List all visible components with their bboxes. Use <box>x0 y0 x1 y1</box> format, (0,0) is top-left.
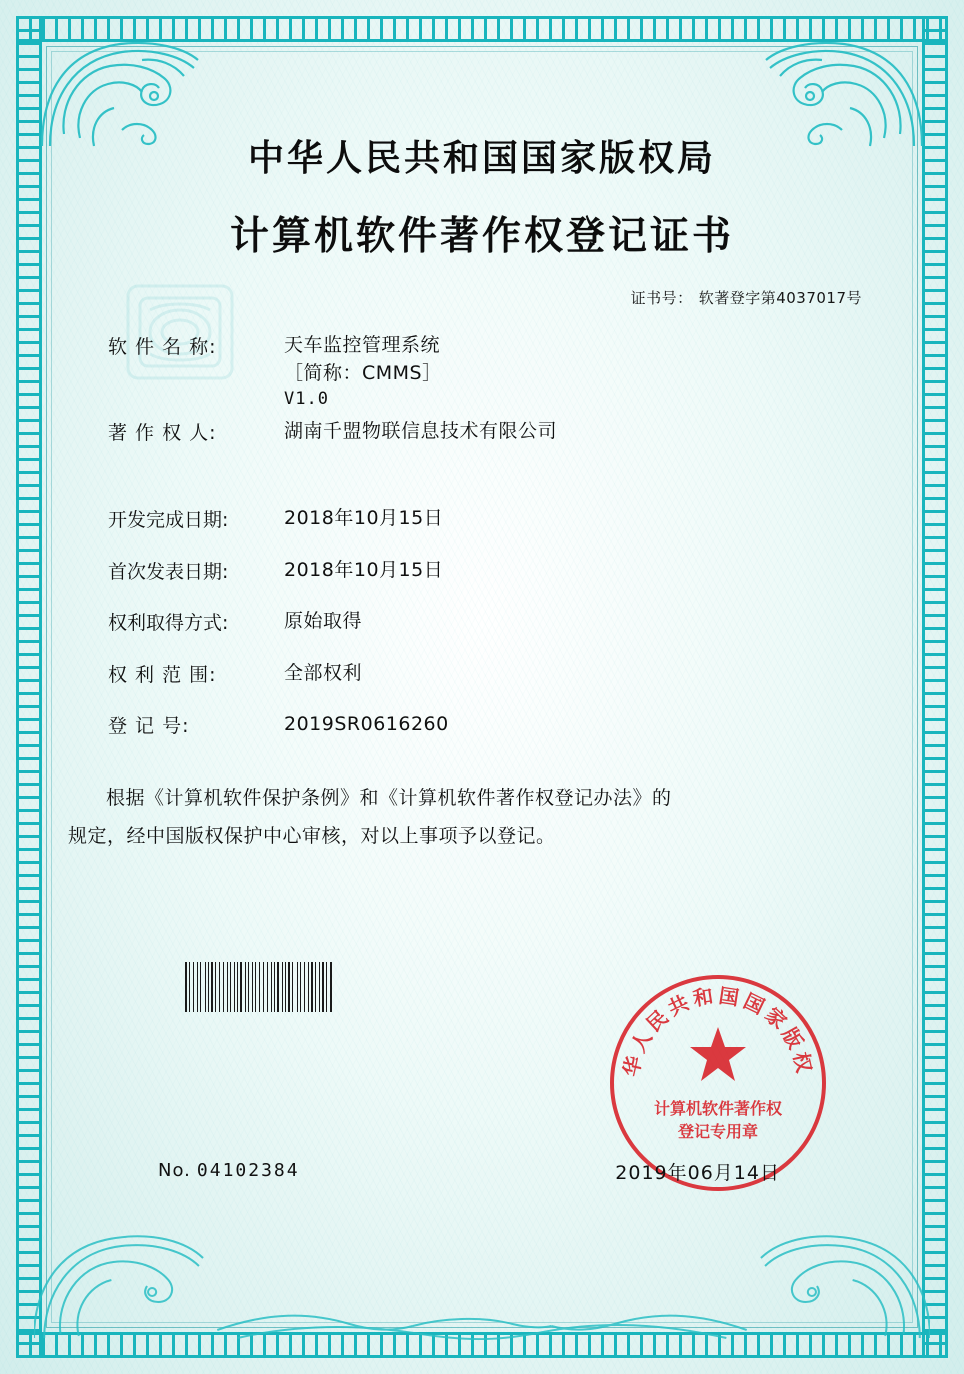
barcode-bar <box>239 962 240 1012</box>
seal-inner-text <box>614 1097 822 1143</box>
barcode-bar <box>250 962 251 1012</box>
barcode-bar <box>265 962 266 1012</box>
issue-date: 2019年06月14日 <box>615 1162 780 1184</box>
barcode-bar <box>305 962 306 1012</box>
barcode-bar <box>185 962 187 1012</box>
field-development-completion-date <box>108 505 904 533</box>
field-label-software-name: 软 件 名 称: <box>108 336 217 358</box>
barcode-bar <box>191 962 192 1012</box>
certificate-number <box>60 287 904 308</box>
serial-number-value: 04102384 <box>196 1160 300 1181</box>
bottom-ornament-band <box>34 1220 930 1340</box>
barcode-bar <box>300 962 301 1012</box>
barcode-bar <box>240 962 242 1012</box>
barcode-bar <box>302 962 303 1012</box>
barcode-bar <box>297 962 298 1012</box>
software-name-line-3: V1.0 <box>284 389 329 410</box>
software-name-line-2: ［简称：CMMS］ <box>284 361 442 384</box>
software-name-line-1: 天车监控管理系统 <box>284 334 441 356</box>
barcode-bar <box>311 962 313 1012</box>
certificate-content <box>60 130 904 855</box>
field-value-rights-acquisition-method: 原始取得 <box>284 610 363 633</box>
barcode-bar <box>267 962 268 1012</box>
barcode-bar <box>322 962 323 1012</box>
barcode-bar <box>211 962 212 1012</box>
barcode-bar <box>315 962 316 1012</box>
barcode-bar <box>257 962 258 1012</box>
field-software-name <box>108 332 904 412</box>
barcode-bar <box>248 962 249 1012</box>
barcode-bar <box>208 962 209 1012</box>
field-rights-acquisition-method <box>108 608 904 636</box>
barcode-bar <box>294 962 296 1012</box>
legal-statement <box>60 779 904 855</box>
seal-inner-line-2: 登记专用章 <box>677 1122 758 1142</box>
field-value-registration-number: 2019SR0616260 <box>284 713 449 736</box>
seal-inner-line-1: 计算机软件著作权 <box>653 1099 782 1118</box>
barcode-bar <box>283 962 284 1012</box>
field-rights-scope <box>108 660 904 688</box>
legal-statement-line-1: 根据《计算机软件保护条例》和《计算机软件著作权登记办法》的 <box>106 787 672 810</box>
barcode <box>185 962 333 1012</box>
barcode-bar <box>245 962 246 1012</box>
barcode-bar <box>230 962 231 1012</box>
barcode-bar <box>268 962 269 1012</box>
border-left <box>16 16 42 1358</box>
barcode-bar <box>206 962 207 1012</box>
barcode-bar <box>205 962 206 1012</box>
star-icon <box>688 1025 748 1083</box>
certificate-number-label: 证书号： <box>630 289 693 307</box>
barcode-bar <box>215 962 216 1012</box>
barcode-bar <box>282 962 283 1012</box>
field-value-rights-scope: 全部权利 <box>284 661 363 684</box>
barcode-bar <box>214 962 215 1012</box>
barcode-bar <box>227 962 228 1012</box>
barcode-bar <box>202 962 204 1012</box>
barcode-bar <box>232 962 233 1012</box>
field-registration-number <box>108 711 904 739</box>
page-title-document: 计算机软件著作权登记证书 <box>229 213 734 259</box>
border-right <box>922 16 948 1358</box>
barcode-bar <box>277 962 279 1012</box>
page-title-issuer: 中华人民共和国国家版权局 <box>247 137 716 179</box>
barcode-bar <box>193 962 194 1012</box>
barcode-bar <box>223 962 224 1012</box>
field-value-software-name <box>284 332 442 412</box>
barcode-bar <box>320 962 321 1012</box>
serial-number <box>158 1160 300 1181</box>
barcode-bar <box>194 962 195 1012</box>
barcode-bar <box>255 962 256 1012</box>
barcode-bar <box>328 962 329 1012</box>
barcode-bar <box>285 962 286 1012</box>
barcode-bar <box>299 962 300 1012</box>
certificate-number-value: 软著登字第4037017号 <box>698 289 862 307</box>
barcode-bar <box>274 962 275 1012</box>
field-label-copyright-owner: 著 作 权 人: <box>108 421 217 444</box>
barcode-bar <box>254 962 255 1012</box>
barcode-bar <box>276 962 277 1012</box>
field-spacer <box>108 469 904 505</box>
legal-statement-line-2: 规定，经中国版权保护中心审核，对以上事项予以登记。 <box>68 825 556 848</box>
field-value-first-publication-date: 2018年10月15日 <box>284 558 444 581</box>
barcode-bar <box>288 962 289 1012</box>
barcode-bar <box>237 962 238 1012</box>
barcode-bar <box>326 962 327 1012</box>
barcode-bar <box>263 962 264 1012</box>
barcode-bar <box>188 962 189 1012</box>
barcode-bar <box>287 962 288 1012</box>
barcode-bar <box>280 962 281 1012</box>
serial-number-label: No. <box>158 1160 191 1181</box>
barcode-bar <box>260 962 262 1012</box>
barcode-bar <box>309 962 310 1012</box>
field-label-development-completion-date: 开发完成日期: <box>108 509 229 532</box>
barcode-bar <box>198 962 199 1012</box>
barcode-bar <box>217 962 218 1012</box>
barcode-bar <box>219 962 220 1012</box>
barcode-bar <box>308 962 309 1012</box>
barcode-bar <box>235 962 236 1012</box>
field-label-rights-scope: 权 利 范 围: <box>108 663 217 686</box>
barcode-bar <box>291 962 292 1012</box>
field-label-rights-acquisition-method: 权利取得方式: <box>108 612 229 635</box>
field-list <box>60 332 904 739</box>
barcode-bar <box>200 962 201 1012</box>
field-first-publication-date <box>108 557 904 585</box>
barcode-bar <box>228 962 229 1012</box>
barcode-bar <box>330 962 332 1012</box>
barcode-bar <box>292 962 293 1012</box>
barcode-bar <box>325 962 326 1012</box>
svg-text:中华人民共和国国家版权局: 中华人民共和国国家版权局 <box>602 960 818 1079</box>
barcode-bar <box>317 962 318 1012</box>
barcode-bar <box>225 962 226 1012</box>
field-value-development-completion-date: 2018年10月15日 <box>284 507 444 530</box>
barcode-bar <box>319 962 320 1012</box>
barcode-bar <box>189 962 190 1012</box>
barcode-bar <box>234 962 235 1012</box>
field-label-registration-number: 登 记 号: <box>108 715 190 738</box>
barcode-bar <box>252 962 253 1012</box>
field-value-copyright-owner: 湖南千盟物联信息技术有限公司 <box>284 419 558 442</box>
barcode-bar <box>314 962 315 1012</box>
barcode-bar <box>272 962 273 1012</box>
barcode-bar <box>197 962 198 1012</box>
barcode-bar <box>304 962 305 1012</box>
barcode-bar <box>209 962 210 1012</box>
barcode-bar <box>220 962 222 1012</box>
field-label-first-publication-date: 首次发表日期: <box>108 560 229 583</box>
barcode-bar <box>271 962 272 1012</box>
barcode-bar <box>243 962 244 1012</box>
barcode-bar <box>259 962 260 1012</box>
field-copyright-owner <box>108 418 904 446</box>
barcode-bar <box>246 962 247 1012</box>
